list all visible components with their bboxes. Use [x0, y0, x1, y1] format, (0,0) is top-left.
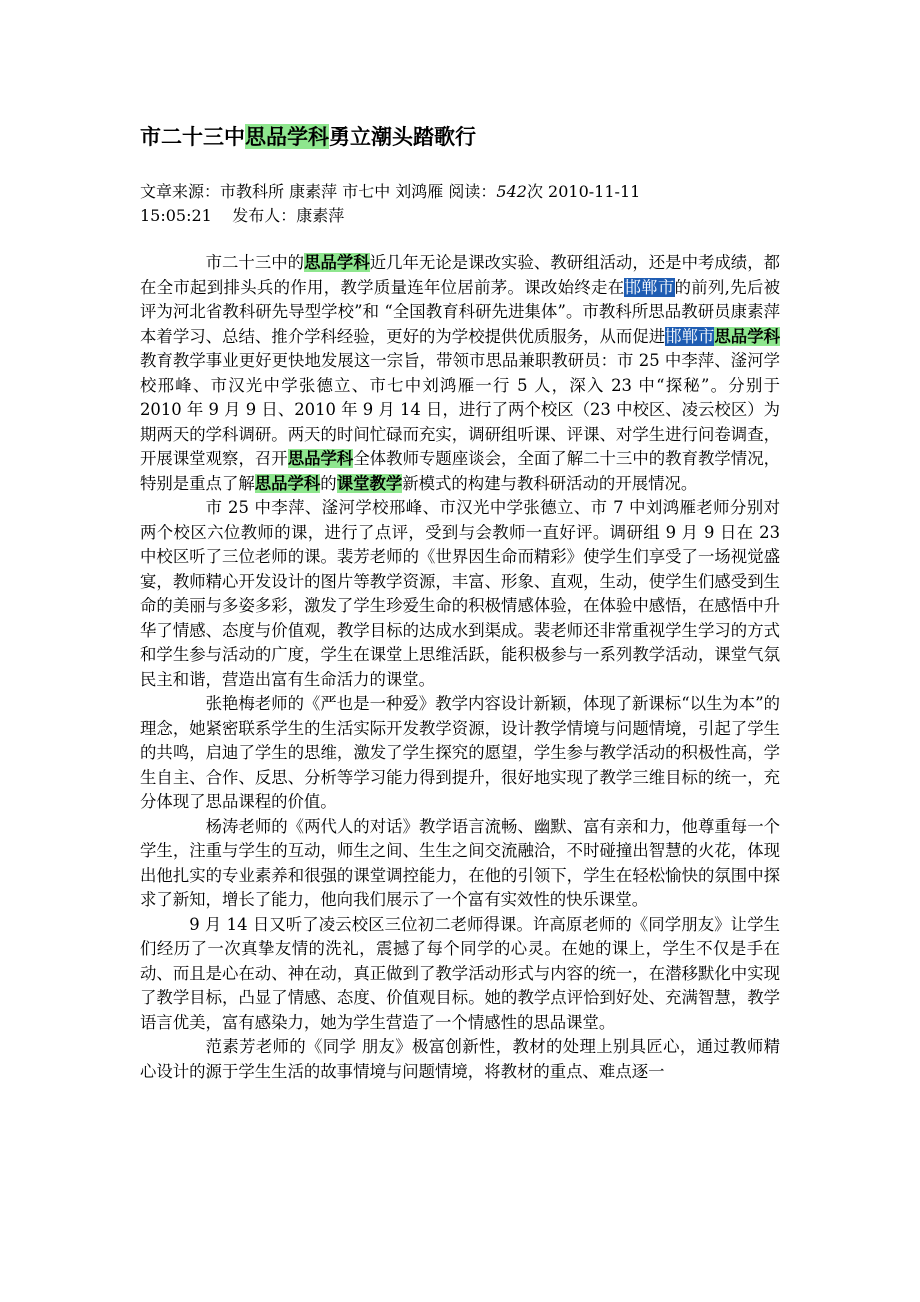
- p1-highlight-7: 课堂教学: [336, 473, 403, 493]
- article-title: [140, 123, 476, 151]
- p1-text-1: 市二十三中的: [205, 253, 305, 272]
- publish-time: 15:05:21: [140, 206, 212, 225]
- p1-highlight-3: 邯郸市: [665, 326, 715, 346]
- p1-text-4: 教育教学事业更好更快地发展这一宗旨，带领市思品兼职教研员：市 25 中李萍、滏河学校邢峰、市汉光中学张德立、市七中刘鸿雁一行 5 人，深入 23 中“探秘”。分别于 2010 年 9 月 9 日、2010 年 9 月 14 日，进行了两个校区（23 中校区、凌云校区）为期两天的学科调研。两天的时间忙碌而充实，调研组听课、评课、对学生进行问卷调查，开展课堂观察，召开: [140, 351, 780, 468]
- title-prefix: 市二十三中: [140, 124, 245, 149]
- article-meta: [140, 180, 780, 228]
- p1-text-5: 全体教师专题座谈会，全面了解二十三中的教育教学情况，特别是重点了解: [140, 449, 781, 493]
- paragraph-6: 范素芳老师的《同学 朋友》极富创新性，教材的处理上别具匠心，通过教师精心设计的源于学生生活的故事情境与问题情境，将教材的重点、难点逐一: [140, 1037, 780, 1081]
- p1-text-7: 新模式的构建与教科研活动的开展情况。: [402, 473, 698, 493]
- source-value: 市教科所 康素萍 市七中 刘鸿雁: [220, 182, 444, 201]
- reads-label: 阅读：: [448, 182, 497, 201]
- p1-highlight-5: 思品学科: [287, 449, 354, 468]
- p1-text-6: 的: [320, 473, 337, 493]
- article-body: [140, 251, 780, 1084]
- title-suffix: 勇立潮头踏歌行: [329, 124, 476, 149]
- reads-unit: 次: [526, 182, 543, 201]
- paragraph-2: 市 25 中李萍、滏河学校邢峰、市汉光中学张德立、市 7 中刘鸿雁老师分别对两个校区六位教师的课，进行了点评，受到与会教师一直好评。调研组 9 月 9 日在 23 中校区听了三位老师的课。裴芳老师的《世界因生命而精彩》使学生们享受了一场视觉盛宴，教师精心开发设计的图片等教学资源，丰富、形象、直观，生动，使学生们感受到生命的美丽与多姿多彩，激发了学生珍爱生命的积极情感体验，在体验中感悟，在感悟中升华了情感、态度与价值观，教学目标的达成水到渠成。裴老师还非常重视学生学习的方式和学生参与活动的广度，学生在课堂上思维活跃，能积极参与一系列教学活动，课堂气氛民主和谐，营造出富有生命活力的课堂。: [140, 498, 780, 689]
- p1-highlight-1: 思品学科: [304, 253, 370, 272]
- p1-text-2: 近几年无论是课改实验、教研组活动，还是中考成绩，都在全市起到排头兵的作用，教学质量连年位居前茅。课改始终走在: [140, 253, 781, 297]
- p1-highlight-2: 邯郸市: [624, 277, 675, 297]
- meta-line-1: [140, 180, 780, 204]
- p1-text-3: 的前列,先后被评为河北省教科研先导型学校”和 “全国教育科研先进集体”。市教科所思品教研员康素萍本着学习、总结、推介学科经验，更好的为学校提供优质服务，从而促进: [140, 277, 781, 346]
- p1-highlight-6: 思品学科: [254, 473, 321, 493]
- paragraph-3: 张艳梅老师的《严也是一种爱》教学内容设计新颖，体现了新课标“以生为本”的理念，她紧密联系学生的生活实际开发教学资源，设计教学情境与问题情境，引起了学生的共鸣，启迪了学生的思维，激发了学生探究的愿望，学生参与教学活动的积极性高，学生自主、合作、反思、分析等学习能力得到提升，很好地实现了教学三维目标的统一，充分体现了思品课程的价值。: [140, 694, 780, 811]
- paragraph-1: [140, 251, 780, 496]
- reads-count: 542: [496, 182, 527, 201]
- p1-highlight-4: 思品学科: [714, 326, 781, 346]
- paragraph-5: 9 月 14 日又听了凌云校区三位初二老师得课。许高原老师的《同学朋友》让学生们经历了一次真挚友情的洗礼，震撼了每个同学的心灵。在她的课上，学生不仅是手在动、而且是心在动、神在动，真正做到了教学活动形式与内容的统一，在潜移默化中实现了教学目标，凸显了情感、态度、价值观目标。她的教学点评恰到好处、充满智慧，教学语言优美，富有感染力，她为学生营造了一个情感性的思品课堂。: [140, 914, 780, 1032]
- meta-line-2: [140, 204, 780, 228]
- source-label: 文章来源：: [140, 182, 221, 201]
- paragraph-4: 杨涛老师的《两代人的对话》教学语言流畅、幽默、富有亲和力，他尊重每一个学生，注重与学生的互动，师生之间、生生之间交流融洽，不时碰撞出智慧的火花，体现出他扎实的专业素养和很强的课堂调控能力，在他的引领下，学生在轻松愉快的氛围中探求了新知，增长了能力，他向我们展示了一个富有实效性的快乐课堂。: [140, 816, 780, 909]
- publisher-value: 康素萍: [296, 206, 345, 225]
- publisher-label: 发布人：: [232, 206, 297, 225]
- title-highlight: 思品学科: [245, 124, 329, 149]
- publish-date: 2010-11-11: [548, 182, 641, 201]
